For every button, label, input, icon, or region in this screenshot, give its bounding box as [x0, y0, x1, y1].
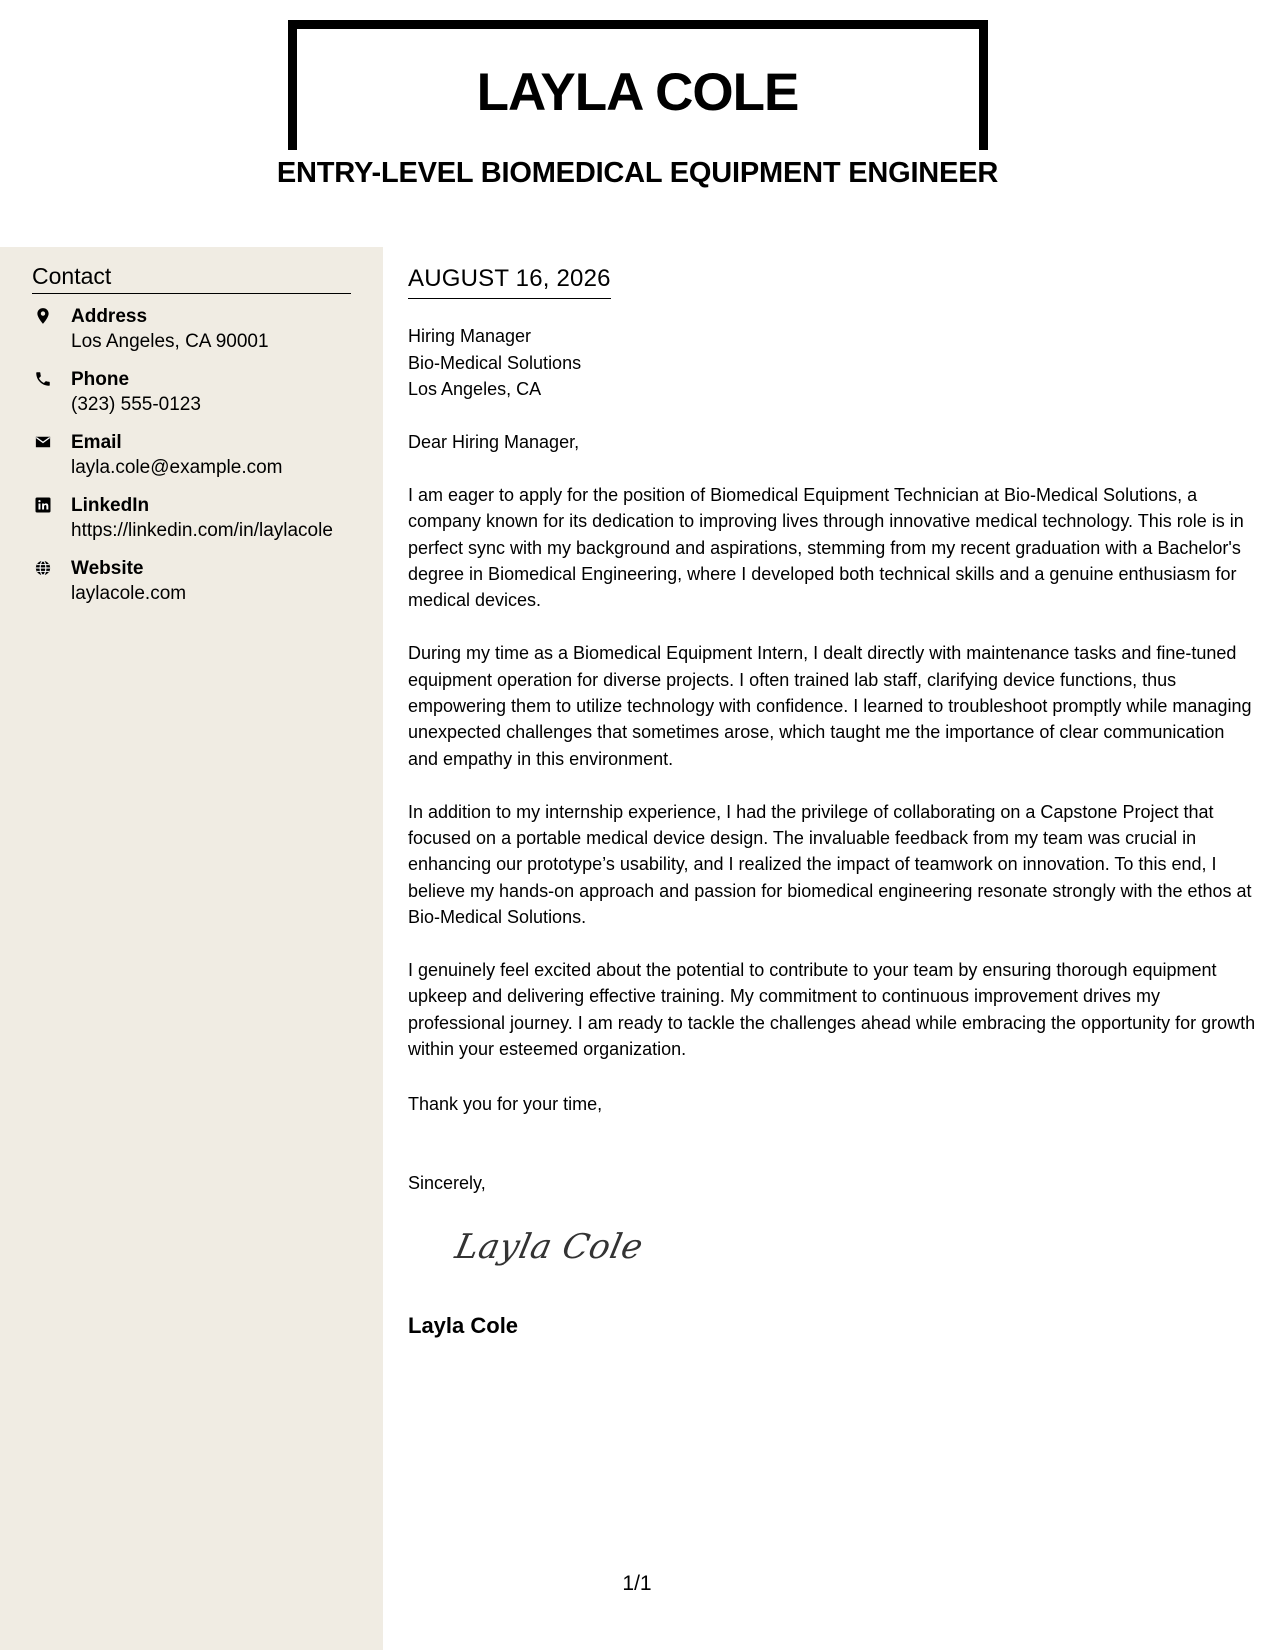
- paragraph: I am eager to apply for the position of Biomedical Equipment Technician at Bio-Medical Solutions, a company known for its dedication to improving lives through innovative medical technology. This role is in perfect sync with my background and aspirations, stemming from my recent graduation with a Bachelor's degree in Biomedical Engineering, where I developed both technical skills and a genuine enthusiasm for medical devices.: [408, 484, 1244, 611]
- recipient-line: Los Angeles, CA: [408, 379, 542, 399]
- applicant-name: LAYLA COLE: [476, 63, 799, 122]
- contact-label: Website: [71, 558, 144, 579]
- handwritten-signature: Layla Cole: [451, 1227, 647, 1267]
- recipient-block: [408, 323, 581, 403]
- sign-off: Sincerely,: [408, 1173, 486, 1193]
- linkedin-icon: [34, 496, 52, 514]
- contact-item-linkedin: [32, 493, 372, 556]
- contact-label: LinkedIn: [71, 495, 150, 516]
- signed-name: Layla Cole: [408, 1313, 519, 1338]
- paragraph: In addition to my internship experience, I had the privilege of collaborating on a Capstone Project that focused on a portable medical device design. The invaluable feedback from my team was crucial in enhancing our prototype’s usability, and I realized the impact of teamwork on innovation. To this end, I believe my hands-on approach and passion for biomedical engineering resonate strongly with the ethos at Bio-Medical Solutions.: [408, 801, 1252, 928]
- contact-list: [32, 304, 372, 619]
- job-title: ENTRY-LEVEL BIOMEDICAL EQUIPMENT ENGINEER: [276, 157, 999, 189]
- paragraph: I genuinely feel excited about the potential to contribute to your team by ensuring thorough equipment upkeep and delivering effective training. My commitment to continuous improvement drives my professional journey. I am ready to tackle the challenges ahead while embracing the opportunity for growth within your esteemed organization.: [408, 960, 1256, 1060]
- closing-thanks: Thank you for your time,: [408, 1094, 603, 1114]
- contact-label: Address: [71, 306, 148, 327]
- globe-icon: [34, 559, 52, 577]
- contact-item-email: [32, 430, 372, 493]
- paragraph: During my time as a Biomedical Equipment Intern, I dealt directly with maintenance tasks and fine-tuned equipment operation for diverse projects. I often trained lab staff, clarifying device functions, thus empowering them to utilize technology with confidence. I learned to troubleshoot promptly while managing unexpected challenges that sometimes arose, which taught me the importance of clear communication and empathy in this environment.: [408, 643, 1252, 769]
- address-value: Los Angeles, CA 90001: [71, 331, 269, 352]
- page-number: 1/1: [622, 1572, 652, 1595]
- contact-label: Phone: [71, 369, 130, 390]
- letter-text: [408, 429, 1256, 1089]
- contact-heading: Contact: [32, 261, 351, 294]
- contact-item-website: [32, 556, 372, 619]
- email-value[interactable]: layla.cole@example.com: [71, 457, 283, 478]
- letter-date: AUGUST 16, 2026: [408, 264, 611, 299]
- recipient-line: Bio-Medical Solutions: [408, 352, 582, 373]
- contact-item-phone: [32, 367, 372, 430]
- phone-icon: [34, 370, 52, 388]
- recipient-line: Hiring Manager: [408, 326, 532, 346]
- map-pin-icon: [34, 307, 52, 325]
- salutation: Dear Hiring Manager,: [408, 432, 580, 452]
- linkedin-value[interactable]: https://linkedin.com/in/laylacole: [71, 520, 333, 541]
- phone-value[interactable]: (323) 555-0123: [71, 394, 201, 415]
- envelope-icon: [34, 433, 52, 451]
- contact-sidebar: [0, 247, 383, 1650]
- contact-item-address: [32, 304, 372, 367]
- website-value[interactable]: laylacole.com: [71, 583, 187, 604]
- contact-label: Email: [71, 432, 122, 453]
